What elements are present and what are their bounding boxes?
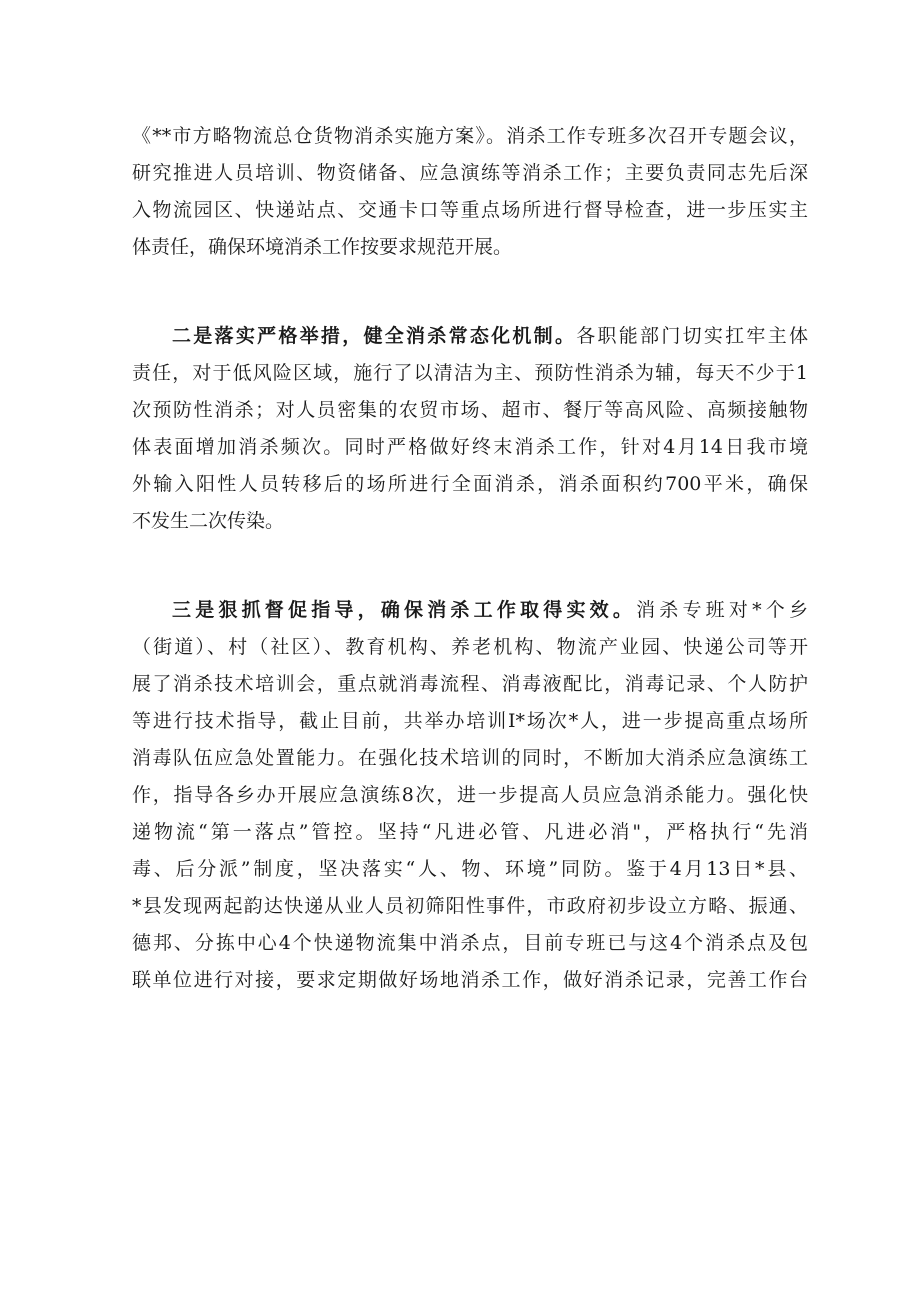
paragraph-line: 体表面增加消杀频次。同时严格做好终末消杀工作，针对4月14日我市境: [132, 436, 808, 458]
paragraph-1: [132, 118, 808, 266]
paragraph-text: 各职能部门切实扛牢主体: [576, 325, 808, 347]
paragraph-line: *县发现两起韵达快递从业人员初筛阳性事件，市政府初步设立方略、振通、: [132, 895, 808, 917]
paragraph-line: 毒、后分派”制度，坚决落实“人、物、环境”同防。鉴于4月13日*县、: [132, 858, 808, 880]
paragraph-line: 入物流园区、快递站点、交通卡口等重点场所进行督导检查，进一步压实主: [132, 199, 808, 221]
paragraph-line: 《**市方略物流总仓货物消杀实施方案》。消杀工作专班多次召开专题会议，: [132, 125, 808, 147]
paragraph-text: 消杀专班对*个乡: [636, 599, 808, 621]
paragraph-line: 研究推进人员培训、物资储备、应急演练等消杀工作；主要负责同志先后深: [132, 162, 808, 184]
paragraph-line: 等进行技术指导，截止目前，共举办培训I*场次*人，进一步提高重点场所: [132, 710, 808, 732]
paragraph-line: 责任，对于低风险区域，施行了以清洁为主、预防性消杀为辅，每天不少于1: [132, 362, 808, 384]
paragraph-3: [132, 592, 808, 999]
paragraph-2: [132, 318, 808, 540]
paragraph-line: 递物流“第一落点”管控。坚持“凡进必管、凡进必消"，严格执行“先消: [132, 821, 808, 843]
paragraph-line: 联单位进行对接，要求定期做好场地消杀工作，做好消杀记录，完善工作台: [132, 969, 808, 991]
document-page: [132, 118, 808, 999]
paragraph-line: 外输入阳性人员转移后的场所进行全面消杀，消杀面积约700平米，确保: [132, 473, 808, 495]
paragraph-line: 德邦、分拣中心4个快递物流集中消杀点，目前专班已与这4个消杀点及包: [132, 932, 808, 954]
paragraph-first-line: [132, 318, 808, 355]
paragraph-line: 作，指导各乡办开展应急演练8次，进一步提高人员应急消杀能力。强化快: [132, 784, 808, 806]
paragraph-line: （街道）、村（社区）、教育机构、养老机构、物流产业园、快递公司等开: [132, 636, 808, 658]
paragraph-first-line: [132, 592, 808, 629]
paragraph-heading: 二是落实严格举措，健全消杀常态化机制。: [172, 325, 577, 347]
paragraph-heading: 三是狠抓督促指导，确保消杀工作取得实效。: [172, 599, 637, 621]
paragraph-line: 体责任，确保环境消杀工作按要求规范开展。: [132, 236, 513, 258]
paragraph-line: 次预防性消杀；对人员密集的农贸市场、超市、餐厅等高风险、高频接触物: [132, 399, 808, 421]
paragraph-line: 消毒队伍应急处置能力。在强化技术培训的同时，不断加大消杀应急演练工: [132, 747, 808, 769]
paragraph-line: 展了消杀技术培训会，重点就消毒流程、消毒液配比，消毒记录、个人防护: [132, 673, 808, 695]
paragraph-line: 不发生二次传染。: [132, 510, 285, 532]
